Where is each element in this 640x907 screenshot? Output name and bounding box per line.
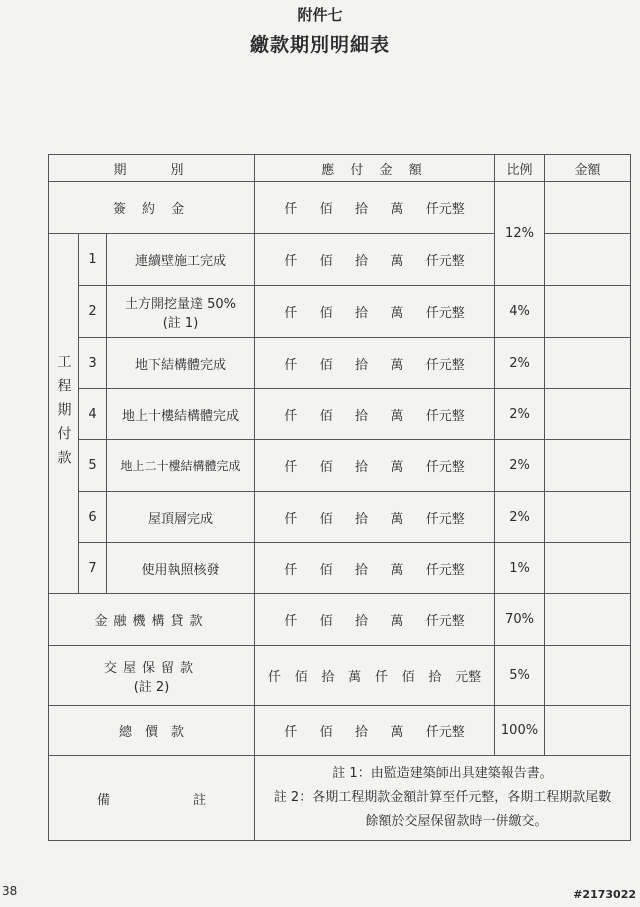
row-ratio: 2%: [495, 492, 545, 543]
amount-blank: [545, 182, 631, 234]
amount-blank: [545, 706, 631, 756]
row-item-text: 土方開挖量達 50%: [124, 296, 237, 312]
amount-blank: [545, 440, 631, 492]
unit-label: 萬: [390, 725, 404, 740]
unit-label: 佰: [319, 562, 333, 578]
amount-cell: [255, 182, 495, 234]
row-item: 地上十樓結構體完成: [107, 389, 255, 440]
row-item: 地上二十樓結構體完成: [107, 440, 255, 492]
unit-label: 拾: [354, 408, 368, 424]
row-no: 1: [79, 234, 107, 286]
row-ratio: 4%: [495, 286, 545, 338]
unit-label: 佰: [319, 460, 333, 475]
table-row: [49, 389, 631, 440]
header-ratio: 比例: [495, 155, 545, 182]
unit-label: 萬: [390, 511, 404, 527]
remarks-row: [49, 756, 631, 841]
remarks-notes: [255, 756, 631, 841]
unit-label: 仟元整: [425, 511, 465, 527]
unit-label: 仟: [267, 670, 281, 685]
unit-label: 仟: [284, 562, 298, 578]
unit-label: 萬: [390, 306, 404, 321]
unit-label: 仟: [284, 254, 298, 269]
unit-labels-long: [255, 666, 494, 685]
row-no: 3: [79, 338, 107, 389]
header-period: 期 別: [49, 155, 255, 182]
retention-label-cell: [49, 646, 255, 706]
header-amount: 金額: [545, 155, 631, 182]
unit-labels: [255, 508, 494, 527]
amount-blank: [545, 286, 631, 338]
amount-blank: [545, 543, 631, 594]
unit-label: 佰: [401, 670, 415, 685]
table-row: [49, 440, 631, 492]
unit-label: 萬: [390, 202, 404, 217]
unit-labels: [255, 198, 494, 217]
table-row: [49, 182, 631, 234]
row-item-note: (註 1): [162, 315, 199, 331]
unit-label: 拾: [354, 562, 368, 578]
unit-label: 仟元整: [425, 202, 465, 217]
signing-ratio: 12%: [495, 182, 545, 286]
amount-cell: [255, 440, 495, 492]
retention-note: (註 2): [133, 679, 170, 695]
unit-label: 仟: [284, 614, 298, 629]
unit-labels: [255, 610, 494, 629]
unit-label: 萬: [390, 357, 404, 373]
unit-label: 拾: [321, 670, 335, 685]
header-amount-due: 應 付 金 額: [255, 155, 495, 182]
row-ratio: 2%: [495, 338, 545, 389]
signing-label: 簽 約 金: [49, 182, 255, 234]
table-row: [49, 706, 631, 756]
amount-cell: [255, 389, 495, 440]
total-ratio: 100%: [495, 706, 545, 756]
unit-label: 萬: [390, 460, 404, 475]
unit-label: 萬: [348, 670, 362, 685]
annex-label: 附件七: [297, 6, 343, 24]
unit-labels: [255, 302, 494, 321]
unit-label: 佰: [319, 614, 333, 629]
table-row: [49, 543, 631, 594]
table-row: [49, 338, 631, 389]
amount-blank: [545, 234, 631, 286]
row-item: 地下結構體完成: [107, 338, 255, 389]
unit-labels: [255, 559, 494, 578]
unit-label: 拾: [354, 614, 368, 629]
remarks-label-b: 註: [192, 792, 206, 808]
table-row: [49, 286, 631, 338]
retention-label: 交屋保留款: [103, 660, 199, 676]
unit-label: 拾: [354, 202, 368, 217]
unit-label: 拾: [354, 306, 368, 321]
row-no: 5: [79, 440, 107, 492]
row-no: 6: [79, 492, 107, 543]
amount-cell: [255, 706, 495, 756]
row-no: 2: [79, 286, 107, 338]
unit-labels: [255, 250, 494, 269]
unit-label: 萬: [390, 408, 404, 424]
unit-label: 仟: [374, 670, 388, 685]
unit-label: 仟: [284, 202, 298, 217]
unit-label: 拾: [354, 511, 368, 527]
unit-labels: [255, 456, 494, 475]
row-item: 連續壁施工完成: [107, 234, 255, 286]
remark-note-1: 註 1：由監造建築師出具建築報告書。: [332, 766, 553, 781]
amount-cell: [255, 338, 495, 389]
unit-label: 佰: [319, 408, 333, 424]
unit-label: 仟元整: [425, 562, 465, 578]
unit-label: 佰: [319, 202, 333, 217]
amount-blank: [545, 594, 631, 646]
unit-label: 仟元整: [425, 408, 465, 424]
loan-ratio: 70%: [495, 594, 545, 646]
payment-schedule-table: [48, 154, 631, 841]
unit-label: 仟元整: [425, 460, 465, 475]
row-ratio: 1%: [495, 543, 545, 594]
unit-label: 仟元整: [425, 725, 465, 740]
unit-label: 仟: [284, 725, 298, 740]
unit-label: 佰: [319, 357, 333, 373]
amount-blank: [545, 492, 631, 543]
remark-note-2-cont: 餘額於交屋保留款時一併繳交。: [365, 814, 548, 829]
total-label: 總 價 款: [49, 706, 255, 756]
unit-label: 萬: [390, 614, 404, 629]
unit-label: 拾: [354, 254, 368, 269]
construction-group-cell: [49, 234, 79, 594]
amount-cell: [255, 286, 495, 338]
amount-cell: [255, 234, 495, 286]
unit-labels: [255, 721, 494, 740]
unit-label: 仟元整: [425, 254, 465, 269]
construction-group-label: 工程期付款: [55, 353, 72, 474]
unit-label: 拾: [354, 357, 368, 373]
unit-label: 仟元整: [425, 306, 465, 321]
document-id: #2173022: [573, 888, 636, 901]
amount-cell: [255, 594, 495, 646]
remarks-label-cell: [49, 756, 255, 841]
table-row: [49, 594, 631, 646]
row-no: 7: [79, 543, 107, 594]
row-ratio: 2%: [495, 440, 545, 492]
row-item: 使用執照核發: [107, 543, 255, 594]
unit-label: 佰: [319, 511, 333, 527]
row-item: [107, 286, 255, 338]
unit-label: 仟: [284, 511, 298, 527]
amount-cell: [255, 492, 495, 543]
unit-label: 佰: [319, 725, 333, 740]
page-title: 繳款期別明細表: [249, 34, 390, 56]
amount-blank: [545, 338, 631, 389]
amount-blank: [545, 646, 631, 706]
unit-label: 佰: [319, 254, 333, 269]
remark-note-2: 註 2：各期工程期款金額計算至仟元整，各期工程期款尾數: [273, 790, 612, 805]
table-row: [49, 646, 631, 706]
unit-label: 仟元整: [425, 357, 465, 373]
loan-label: 金融機構貸款: [49, 594, 255, 646]
unit-label: 佰: [294, 670, 308, 685]
amount-cell: [255, 543, 495, 594]
amount-blank: [545, 389, 631, 440]
unit-labels: [255, 354, 494, 373]
unit-label: 萬: [390, 562, 404, 578]
unit-label: 萬: [390, 254, 404, 269]
unit-label: 仟: [284, 357, 298, 373]
remarks-label-a: 備: [97, 792, 111, 808]
header-row: [49, 155, 631, 182]
row-ratio: 2%: [495, 389, 545, 440]
unit-label: 元整: [455, 670, 482, 685]
row-no: 4: [79, 389, 107, 440]
unit-label: 仟: [284, 408, 298, 424]
row-item: 屋頂層完成: [107, 492, 255, 543]
page-number: 38: [2, 884, 18, 898]
unit-label: 拾: [354, 460, 368, 475]
table-row: [49, 492, 631, 543]
unit-label: 拾: [354, 725, 368, 740]
retention-ratio: 5%: [495, 646, 545, 706]
unit-label: 佰: [319, 306, 333, 321]
unit-label: 仟元整: [425, 614, 465, 629]
unit-labels: [255, 405, 494, 424]
unit-label: 仟: [284, 460, 298, 475]
amount-cell: [255, 646, 495, 706]
unit-label: 拾: [428, 670, 442, 685]
unit-label: 仟: [284, 306, 298, 321]
